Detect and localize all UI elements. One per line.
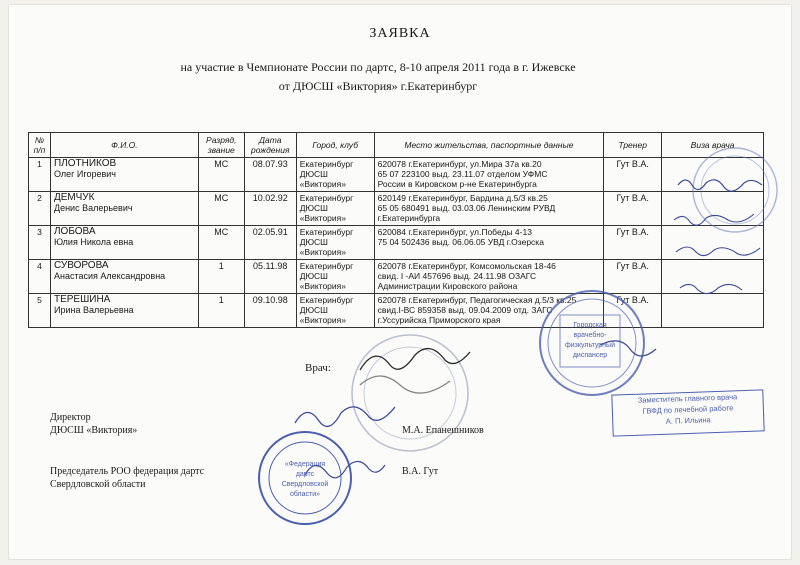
doctor-visa-stamp — [660, 140, 795, 335]
chair-name: В.А. Гут — [402, 466, 439, 477]
row-given-names: Олег Игоревич — [53, 169, 116, 179]
row-address — [374, 192, 604, 226]
signature-scribble — [680, 284, 742, 293]
stamp-text: диспансер — [572, 352, 608, 359]
row-birthdate: 09.10.98 — [244, 294, 296, 328]
header-address: Место жительства, паспортные данные — [374, 133, 604, 158]
doctor-label: Врач: — [305, 362, 331, 374]
table-row — [29, 226, 764, 260]
document-subtitle-club: от ДЮСШ «Виктория» г.Екатеринбург — [278, 79, 478, 93]
club-line: «Виктория» — [299, 213, 346, 223]
row-surname: СУВОРОВА — [53, 260, 109, 271]
club-line: ДЮСШ — [299, 169, 328, 179]
address-line: 620078 г.Екатеринбург, Педагогическая д.5/3 кв.25 — [377, 295, 577, 305]
address-line: России в Кировском р-не Екатеринбурга — [377, 179, 537, 189]
header-name: Ф.И.О. — [50, 133, 198, 158]
row-birthdate: 05.11.98 — [244, 260, 296, 294]
chair-title: Председатель РОО федерация дартс — [50, 466, 205, 477]
club-line: Екатеринбург — [299, 227, 354, 237]
document-title: ЗАЯВКА — [369, 26, 431, 41]
address-line: 620078 г.Екатеринбург, Комсомольская 18-46 — [377, 261, 556, 271]
row-birthdate: 02.05.91 — [244, 226, 296, 260]
row-surname: ТЕРЕШИНА — [53, 294, 111, 305]
row-given-names: Ирина Валерьевна — [53, 305, 134, 315]
stamp-text: ГВФД по лечебной работе — [642, 403, 734, 416]
row-birthdate: 10.02.92 — [244, 192, 296, 226]
row-rank: 1 — [198, 294, 244, 328]
row-name — [50, 294, 198, 328]
deputy-chief-rect-stamp — [611, 389, 764, 436]
club-line: «Виктория» — [299, 315, 346, 325]
signature-scribble — [676, 247, 760, 256]
address-line: свид. I -АИ 457696 выд. 24.11.98 ОЗАГС — [377, 271, 537, 281]
address-line: 620149 г.Екатеринбург, Бардина д.5/3 кв.25 — [377, 193, 548, 203]
header-club: Город, клуб — [296, 133, 374, 158]
row-club — [296, 260, 374, 294]
director-name: М.А. Епанешников — [402, 425, 484, 436]
row-given-names: Денис Валерьевич — [53, 203, 133, 213]
address-line: г.Уссурийска Приморского края — [377, 315, 501, 325]
row-coach: Гут В.А. — [604, 158, 662, 192]
stamp-text: А. П. Ильина — [665, 415, 711, 426]
row-club — [296, 192, 374, 226]
row-surname: ДЕМЧУК — [53, 192, 95, 203]
row-surname: ЛОБОВА — [53, 226, 96, 237]
signature-scribble — [678, 180, 762, 191]
stamp-text: Заместитель главного врача — [637, 392, 738, 405]
row-address — [374, 158, 604, 192]
row-num: 4 — [29, 260, 51, 294]
doctor-signature — [355, 340, 475, 380]
club-line: Екатеринбург — [299, 295, 354, 305]
address-line: 620078 г.Екатеринбург, ул.Мира 37а кв.20 — [377, 159, 542, 169]
stamp-text: Свердловской — [281, 481, 329, 488]
stamp-text: врачебно- — [573, 332, 607, 339]
address-line: 65 07 223100 выд. 23.11.07 отделом УФМС — [377, 169, 548, 179]
row-given-names: Анастасия Александровна — [53, 271, 166, 281]
chair-region: Свердловской области — [50, 479, 146, 490]
address-line: свид.I-ВС 859358 выд. 09.04.2009 отд. ЗАГС — [377, 305, 553, 315]
table-row — [29, 158, 764, 192]
table-row — [29, 192, 764, 226]
director-title: Директор — [50, 412, 91, 423]
chair-signature — [300, 450, 390, 485]
table-header-row — [29, 133, 764, 158]
row-club — [296, 294, 374, 328]
row-rank: МС — [198, 158, 244, 192]
address-line: 620084 г.Екатеринбург, ул.Победы 4-13 — [377, 227, 532, 237]
stamp-text: Городская — [573, 322, 607, 329]
header-birthdate: Дата рождения — [244, 133, 296, 158]
club-line: «Виктория» — [299, 179, 346, 189]
row-coach: Гут В.А. — [604, 294, 662, 328]
director-signature — [290, 395, 400, 435]
club-line: ДЮСШ — [299, 305, 328, 315]
address-line: г.Екатеринбурга — [377, 213, 441, 223]
round-medical-stamp — [530, 285, 665, 410]
row-name — [50, 226, 198, 260]
header-num: № п/п — [29, 133, 51, 158]
row-name — [50, 260, 198, 294]
club-line: ДЮСШ — [299, 271, 328, 281]
row-coach: Гут В.А. — [604, 260, 662, 294]
row-rank: МС — [198, 192, 244, 226]
address-line: 75 04 502436 выд. 06.06.05 УВД г.Озерска — [377, 237, 544, 247]
row-coach: Гут В.А. — [604, 192, 662, 226]
row-birthdate: 08.07.93 — [244, 158, 296, 192]
club-line: Екатеринбург — [299, 261, 354, 271]
stamp-text: «Федерация — [284, 461, 326, 468]
row-num: 3 — [29, 226, 51, 260]
row-num: 5 — [29, 294, 51, 328]
club-line: Екатеринбург — [299, 193, 354, 203]
row-rank: МС — [198, 226, 244, 260]
header-rank: Разряд, звание — [198, 133, 244, 158]
club-line: ДЮСШ — [299, 237, 328, 247]
header-coach: Тренер — [604, 133, 662, 158]
director-org: ДЮСШ «Виктория» — [50, 425, 138, 436]
document-subtitle-event: на участие в Чемпионате России по дартс, 8-10 апреля 2011 года в г. Ижевске — [180, 60, 576, 74]
row-coach: Гут В.А. — [604, 226, 662, 260]
club-line: Екатеринбург — [299, 159, 354, 169]
header-doctor-visa: Виза врача — [662, 133, 764, 158]
stamp-text: физкультурный — [565, 342, 615, 349]
row-club — [296, 226, 374, 260]
club-line: ДЮСШ — [299, 203, 328, 213]
club-line: «Виктория» — [299, 247, 346, 257]
row-num: 1 — [29, 158, 51, 192]
row-address — [374, 226, 604, 260]
row-club — [296, 158, 374, 192]
address-line: Администрации Кировского района — [377, 281, 518, 291]
row-name — [50, 192, 198, 226]
stamp-text: дартс — [295, 471, 315, 478]
row-num: 2 — [29, 192, 51, 226]
club-line: «Виктория» — [299, 281, 346, 291]
stamp-text: области» — [289, 491, 321, 498]
row-surname: ПЛОТНИКОВ — [53, 158, 117, 169]
row-given-names: Юлия Никола евна — [53, 237, 134, 247]
row-rank: 1 — [198, 260, 244, 294]
row-name — [50, 158, 198, 192]
address-line: 65 05 680491 выд. 03.03.06 Ленинским РУВД — [377, 203, 556, 213]
